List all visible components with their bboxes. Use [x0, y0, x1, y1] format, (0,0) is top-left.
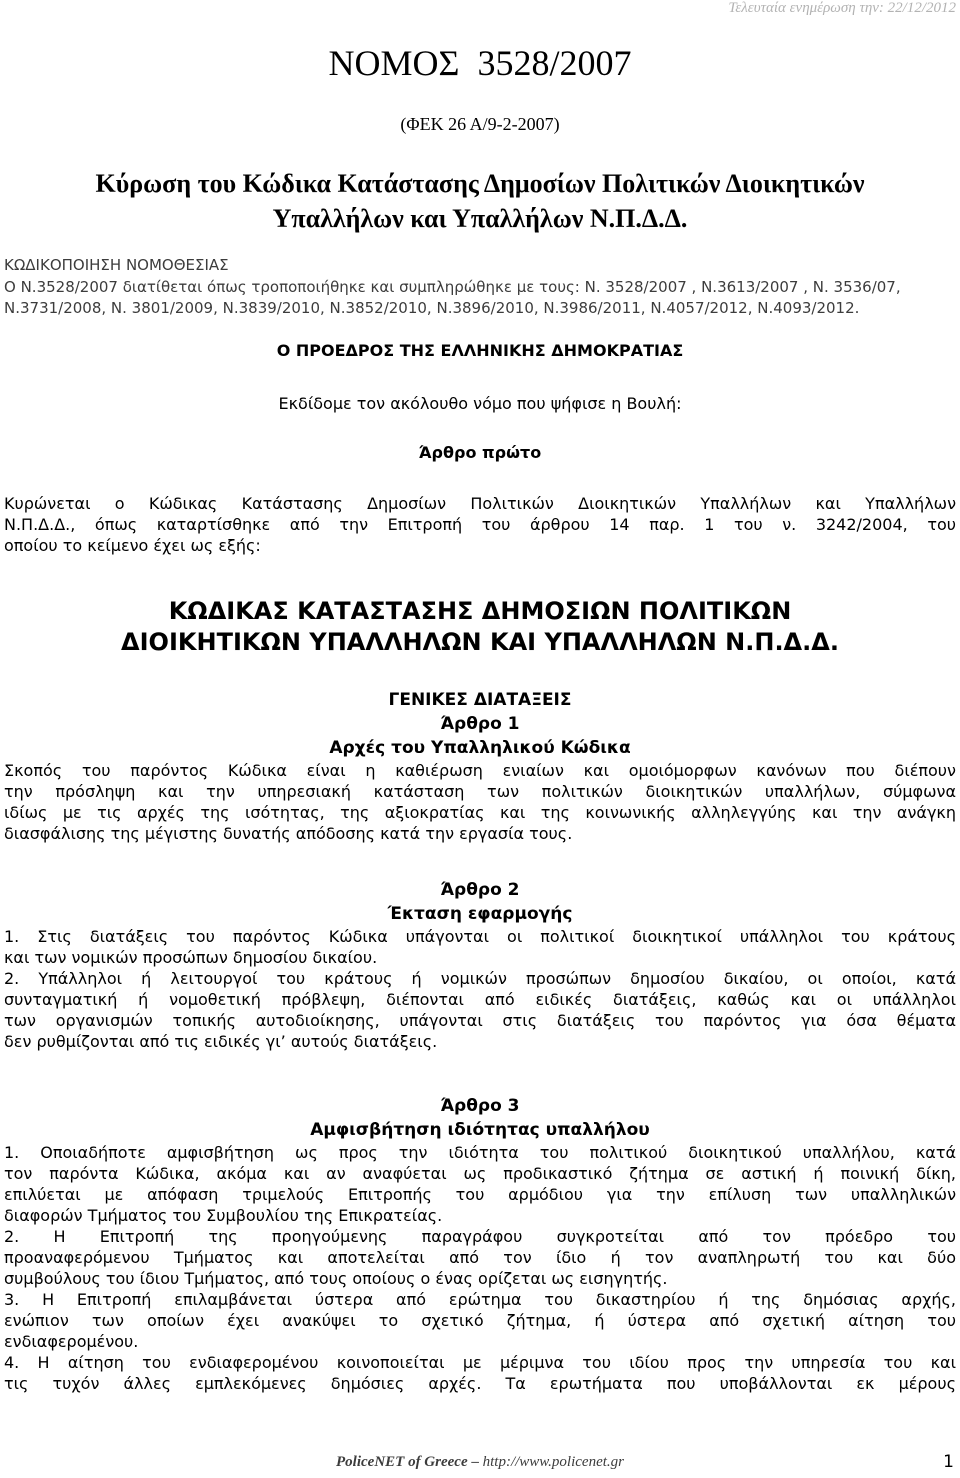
article-1-text	[4, 760, 956, 844]
article-2-heading: Έκταση εφαρμογής	[387, 904, 573, 924]
paragraph-line: Ν.Π.Δ.Δ., όπως καταρτίσθηκε από την Επιτροπή του άρθρου 14 παρ. 1 του ν. 3242/2004, του	[4, 515, 956, 534]
page-footer	[0, 1454, 960, 1471]
paragraph-line: 2. Η Επιτροπή της προηγούμενης παραγράφου συγκροτείται από τον πρόεδρο του	[4, 1227, 956, 1246]
paragraph-line: και των νομικών προσώπων δημοσίου δικαίου.	[4, 948, 378, 967]
paragraph-line: Κυρώνεται ο Κώδικας Κατάστασης Δημοσίων Πολιτικών Διοικητικών Υπαλλήλων και Υπαλλήλων	[4, 494, 956, 513]
paragraph-line: ενδιαφερομένου.	[4, 1332, 139, 1351]
article-3-heading: Αμφισβήτηση ιδιότητας υπαλλήλου	[310, 1120, 650, 1140]
article-3-number: Άρθρο 3	[440, 1096, 520, 1116]
code-title	[0, 596, 960, 658]
code-title-line-1: ΚΩΔΙΚΑΣ ΚΑΤΑΣΤΑΣΗΣ ΔΗΜΟΣΙΩΝ ΠΟΛΙΤΙΚΩΝ	[168, 597, 792, 625]
paragraph-line: των οργανισμών τοπικής αυτοδιοίκησης, υπάγονται στις διατάξεις του παρόντος για όσα θέματα	[4, 1011, 956, 1030]
codification-heading: ΚΩΔΙΚΟΠΟΙΗΣΗ ΝΟΜΟΘΕΣΙΑΣ	[4, 256, 229, 274]
paragraph-line: ιδίως με τις αρχές της ισότητας, της αξιοκρατίας και της κοινωνικής αλληλεγγύης και την ανάγκη	[4, 803, 956, 822]
paragraph-line: 3. Η Επιτροπή επιλαμβάνεται ύστερα από ερώτημα του δικαστηρίου ή της δημόσιας αρχής,	[4, 1290, 956, 1309]
paragraph-line: Σκοπός του παρόντος Κώδικα είναι η καθιέρωση ενιαίων και ομοιόμορφων κανόνων που διέπουν	[4, 761, 956, 780]
codification-line-2: Ν.3731/2008, Ν. 3801/2009, Ν.3839/2010, Ν.3852/2010, Ν.3896/2010, Ν.3986/2011, Ν.4057/2012, Ν.4093/2012.	[4, 299, 860, 317]
paragraph-line: διασφάλισης της μέγιστης δυνατής απόδοσης κατά την εργασία τους.	[4, 824, 573, 843]
footer-site-link[interactable]: http://www.policenet.gr	[482, 1454, 624, 1470]
article-1-number: Άρθρο 1	[440, 714, 520, 734]
paragraph-line: τις τυχόν άλλες εμπλεκόμενες δημόσιες αρχές. Τα ερωτήματα που υποβάλλονται εκ μέρους	[4, 1374, 956, 1393]
article-1-heading: Αρχές του Υπαλληλικού Κώδικα	[329, 738, 631, 758]
law-subject-line-2: Υπαλλήλων και Υπαλλήλων Ν.Π.Δ.Δ.	[272, 204, 688, 233]
last-updated-note: Τελευταία ενημέρωση την: 22/12/2012	[728, 0, 956, 16]
paragraph-line: επιλύεται με απόφαση τριμελούς Επιτροπής του αρμόδιου για την επίλυση των υπαλληλικών	[4, 1185, 956, 1204]
code-title-line-2: ΔΙΟΙΚΗΤΙΚΩΝ ΥΠΑΛΛΗΛΩΝ ΚΑΙ ΥΠΑΛΛΗΛΩΝ Ν.Π.Δ.Δ.	[121, 628, 839, 656]
law-subject-title	[0, 166, 960, 236]
paragraph-line: συνταγματική ή νομοθετική πρόβλεψη, διέπονται από ειδικές διατάξεις, καθώς και οι υπάλληλοι	[4, 990, 956, 1009]
paragraph-line: την πρόσληψη και την υπηρεσιακή κατάσταση των πολιτικών διοικητικών υπαλλήλων, σύμφωνα	[4, 782, 956, 801]
gazette-reference: (ΦΕΚ 26 Α/9-2-2007)	[400, 114, 560, 134]
paragraph-line: διαφορών Τμήματος του Συμβουλίου της Επικρατείας.	[4, 1206, 443, 1225]
page-number: 1	[943, 1452, 954, 1472]
paragraph-line: δεν ρυθμίζονται από τις ειδικές γι’ αυτούς διατάξεις.	[4, 1032, 438, 1051]
enactment-intro: Εκδίδομε τον ακόλουθο νόμο που ψήφισε η Βουλή:	[278, 394, 682, 413]
codification-note	[4, 255, 956, 320]
ratification-paragraph	[4, 493, 956, 556]
paragraph-line: 2. Υπάλληλοι ή λειτουργοί του κράτους ή νομικών προσώπων δημοσίου δικαίου, οι οποίοι, κατά	[4, 969, 956, 988]
paragraph-line: οποίου το κείμενο έχει ως εξής:	[4, 536, 261, 555]
footer-separator: –	[467, 1454, 483, 1470]
law-title: ΝΟΜΟΣ 3528/2007	[328, 43, 632, 83]
first-article-heading: Άρθρο πρώτο	[418, 443, 542, 462]
general-provisions-heading: ΓΕΝΙΚΕΣ ΔΙΑΤΑΞΕΙΣ	[388, 690, 572, 710]
article-2-text	[4, 926, 956, 1052]
codification-line-1: Ο Ν.3528/2007 διατίθεται όπως τροποποιήθηκε και συμπληρώθηκε με τους: Ν. 3528/2007 , Ν.3613/2007 , Ν. 3536/07,	[4, 277, 901, 296]
article-2-number: Άρθρο 2	[440, 880, 520, 900]
paragraph-line: 4. Η αίτηση του ενδιαφερομένου κοινοποιείται με μέριμνα του ιδίου προς την υπηρεσία του και	[4, 1353, 956, 1372]
paragraph-line: συμβούλους του ίδιου Τμήματος, από τους οποίους ο ένας ορίζεται ως εισηγητής.	[4, 1269, 668, 1288]
paragraph-line: 1. Στις διατάξεις του παρόντος Κώδικα υπάγονται οι πολιτικοί διοικητικοί υπάλληλοι του κράτους	[4, 927, 956, 946]
paragraph-line: προαναφερόμενου Τμήματος και αποτελείται από τον ίδιο ή τον αναπληρωτή του και δύο	[4, 1248, 956, 1267]
paragraph-line: ενώπιον των οποίων έχει ανακύψει το σχετικό ζήτημα, ή ύστερα από σχετική αίτηση του	[4, 1311, 956, 1330]
paragraph-line: 1. Οποιαδήποτε αμφισβήτηση ως προς την ιδιότητα του πολιτικού διοικητικού υπαλλήλου, κατά	[4, 1143, 956, 1162]
paragraph-line: τον παρόντα Κώδικα, ακόμα και αν αναφύεται ως προδικαστικό ζήτημα σε αστική ή ποινική δίκη,	[4, 1164, 956, 1183]
president-heading: Ο ΠΡΟΕΔΡΟΣ ΤΗΣ ΕΛΛΗΝΙΚΗΣ ΔΗΜΟΚΡΑΤΙΑΣ	[276, 341, 684, 360]
footer-site-name: PoliceNET of Greece	[336, 1454, 468, 1470]
article-3-text	[4, 1142, 956, 1394]
law-subject-line-1: Κύρωση του Κώδικα Κατάστασης Δημοσίων Πολιτικών Διοικητικών	[95, 169, 865, 198]
